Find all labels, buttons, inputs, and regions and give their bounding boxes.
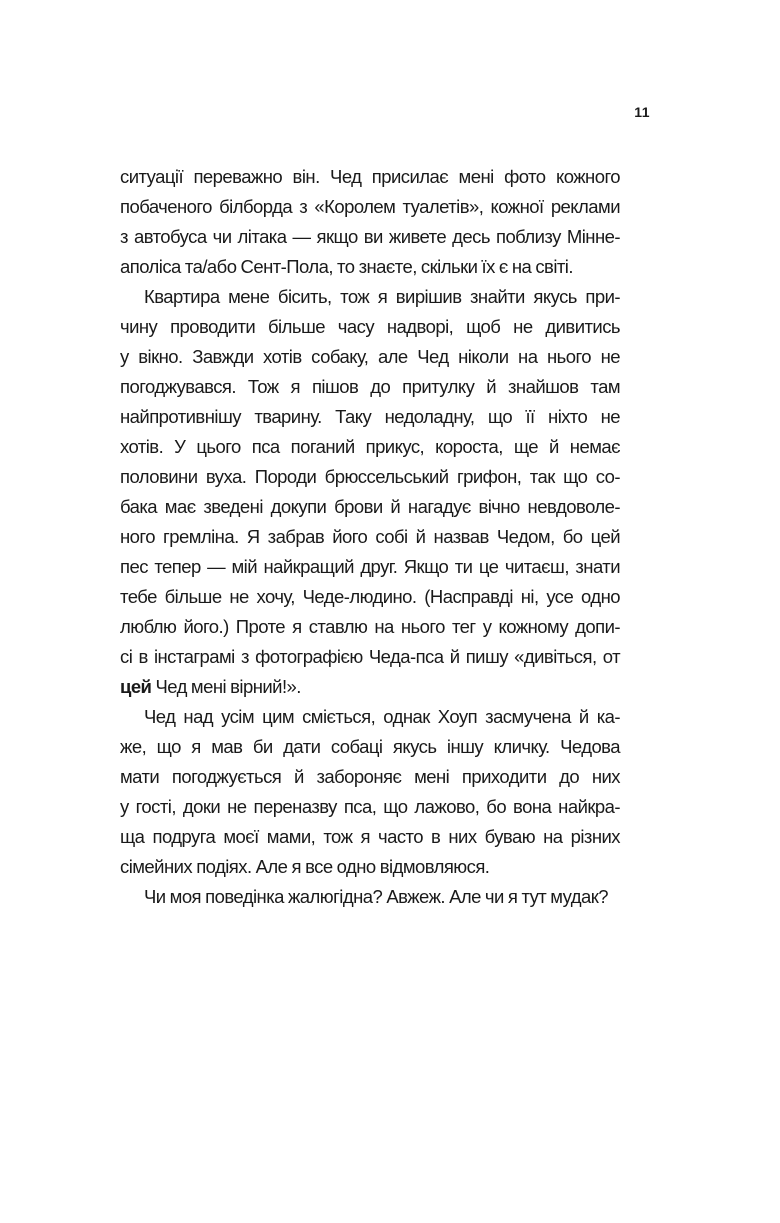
text-line: люблю його.) Проте я ставлю на нього тег у кожному допи- bbox=[120, 616, 620, 637]
text-line: погоджувався. Тож я пішов до притулку й знайшов там bbox=[120, 376, 620, 397]
page-number: 11 bbox=[634, 104, 650, 120]
text-line: Чед над усім цим сміється, однак Хоуп засмучена й ка- bbox=[144, 706, 620, 727]
text-line: з автобуса чи літака — якщо ви живете десь поблизу Мінне- bbox=[120, 226, 620, 247]
text-line: половини вуха. Породи брюссельський грифон, так що со- bbox=[120, 466, 620, 487]
text-line: бака має зведені докупи брови й нагадує вічно невдоволе- bbox=[120, 496, 620, 517]
text-line: побаченого білборда з «Королем туалетів», кожної реклами bbox=[120, 196, 620, 217]
text-line-mixed bbox=[120, 672, 620, 702]
text-line: сі в інстаграмі з фотографією Чеда-пса й пишу «дивіться, от bbox=[120, 646, 620, 667]
text-line: мати погоджується й забороняє мені приходити до них bbox=[120, 766, 620, 787]
text-line: сімейних подіях. Але я все одно відмовляюся. bbox=[120, 856, 490, 877]
text-line: пес тепер — мій найкращий друг. Якщо ти це читаєш, знати bbox=[120, 556, 620, 577]
text-fragment: Чед мені вірний!». bbox=[151, 676, 301, 697]
text-line: чину проводити більше часу надворі, щоб не дивитись bbox=[120, 316, 620, 337]
text-line: ного гремліна. Я забрав його собі й назвав Чедом, бо цей bbox=[120, 526, 620, 547]
text-line: хотів. У цього пса поганий прикус, короста, ще й немає bbox=[120, 436, 620, 457]
text-line: тебе більше не хочу, Чеде-людино. (Насправді ні, усе одно bbox=[120, 586, 620, 607]
text-line: же, що я мав би дати собаці якусь іншу кличку. Чедова bbox=[120, 736, 620, 757]
text-line: Чи моя поведінка жалюгідна? Авжеж. Але чи я тут мудак? bbox=[144, 886, 609, 907]
text-line: ситуації переважно він. Чед присилає мені фото кожного bbox=[120, 166, 620, 187]
text-line: у вікно. Завжди хотів собаку, але Чед ніколи на нього не bbox=[120, 346, 620, 367]
text-line: найпротивнішу тварину. Таку недоладну, що її ніхто не bbox=[120, 406, 620, 427]
emphasis-word: цей bbox=[120, 676, 152, 697]
body-text bbox=[120, 162, 620, 912]
text-line: аполіса та/або Сент-Пола, то знаєте, скільки їх є на світі. bbox=[120, 256, 573, 277]
text-line: Квартира мене бісить, тож я вирішив знайти якусь при- bbox=[144, 286, 620, 307]
text-line: у гості, доки не переназву пса, що лажово, бо вона найкра- bbox=[120, 796, 620, 817]
text-line: ща подруга моєї мами, тож я часто в них буваю на різних bbox=[120, 826, 620, 847]
